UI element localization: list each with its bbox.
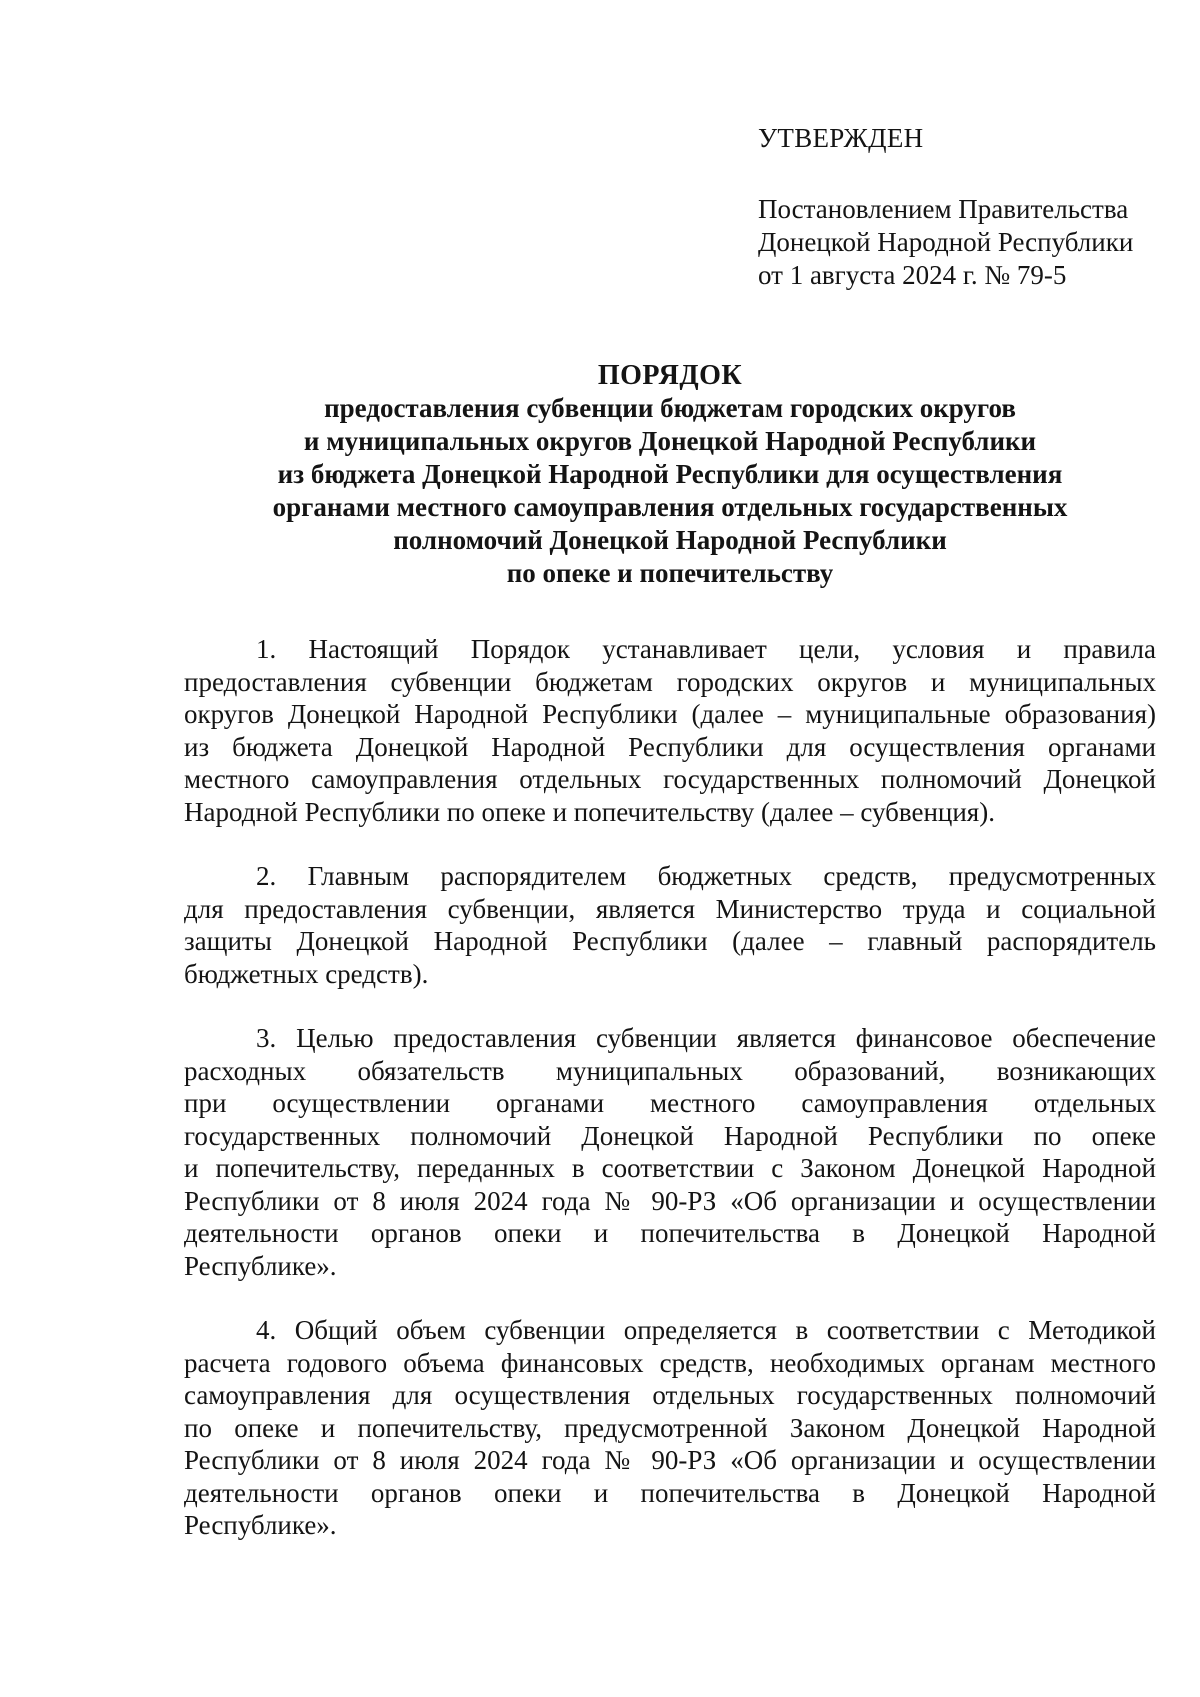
title-line: и муниципальных округов Донецкой Народной Республики (303, 426, 1037, 456)
text-line: деятельности органов опеки и попечительства в Донецкой Народной (184, 1218, 1156, 1248)
text-line: из бюджета Донецкой Народной Республики для осуществления органами (184, 731, 1156, 762)
text-line: и попечительству, переданных в соответствии с Законом Донецкой Народной (184, 1153, 1156, 1183)
text-line: государственных полномочий Донецкой Народной Республики по опеке (184, 1120, 1156, 1151)
text-line: предоставления субвенции бюджетам городских округов и муниципальных (184, 666, 1156, 697)
text-line: 2. Главным распорядителем бюджетных средств, предусмотренных (256, 861, 1156, 891)
text-line: деятельности органов опеки и попечительства в Донецкой Народной (184, 1477, 1156, 1508)
text-line: Республики от 8 июля 2024 года № 90-РЗ «Об организации и осуществлении (184, 1445, 1156, 1475)
text-line: расходных обязательств муниципальных образований, возникающих (184, 1055, 1156, 1086)
approval-heading: УТВЕРЖДЕН (758, 123, 924, 153)
text-line: 4. Общий объем субвенции определяется в соответствии с Методикой (256, 1315, 1156, 1345)
text-line: округов Донецкой Народной Республики (далее – муниципальные образования) (184, 699, 1156, 729)
title-line: по опеке и попечительству (506, 558, 834, 588)
document-main-title: ПОРЯДОК (597, 360, 743, 391)
title-line: предоставления субвенции бюджетам городских округов (324, 393, 1016, 423)
paragraph-3 (184, 1022, 1156, 1282)
approval-line: Постановлением Правительства (758, 194, 1129, 224)
text-line: 1. Настоящий Порядок устанавливает цели, условия и правила (256, 634, 1156, 664)
text-line: защиты Донецкой Народной Республики (далее – главный распорядитель (184, 926, 1156, 956)
approval-line: Донецкой Народной Республики (758, 227, 1134, 257)
title-line: органами местного самоуправления отдельных государственных (272, 492, 1068, 522)
text-line: Республике». (184, 1250, 337, 1281)
text-line: для предоставления субвенции, является Министерство труда и социальной (184, 893, 1156, 924)
text-line: бюджетных средств). (184, 958, 429, 989)
paragraph-2 (184, 860, 1156, 990)
title-line: из бюджета Донецкой Народной Республики для осуществления (277, 459, 1063, 489)
approval-stamp (758, 122, 1178, 292)
document-body (184, 633, 1156, 1574)
text-line: Республики от 8 июля 2024 года № 90-РЗ «Об организации и осуществлении (184, 1185, 1156, 1216)
text-line: 3. Целью предоставления субвенции является финансовое обеспечение (256, 1023, 1156, 1053)
text-line: Республике». (184, 1510, 337, 1540)
text-line: Народной Республики по опеке и попечительству (далее – субвенция). (184, 796, 995, 827)
approval-line: от 1 августа 2024 г. № 79-5 (758, 260, 1067, 290)
document-title (200, 359, 1140, 590)
text-line: местного самоуправления отдельных государственных полномочий Донецкой (184, 764, 1156, 794)
text-line: по опеке и попечительству, предусмотренной Законом Донецкой Народной (184, 1412, 1156, 1443)
text-line: при осуществлении органами местного самоуправления отдельных (184, 1088, 1156, 1118)
title-line: полномочий Донецкой Народной Республики (393, 525, 947, 555)
text-line: самоуправления для осуществления отдельных государственных полномочий (184, 1380, 1156, 1410)
text-line: расчета годового объема финансовых средств, необходимых органам местного (184, 1347, 1156, 1378)
paragraph-1 (184, 633, 1156, 828)
paragraph-4 (184, 1314, 1156, 1542)
